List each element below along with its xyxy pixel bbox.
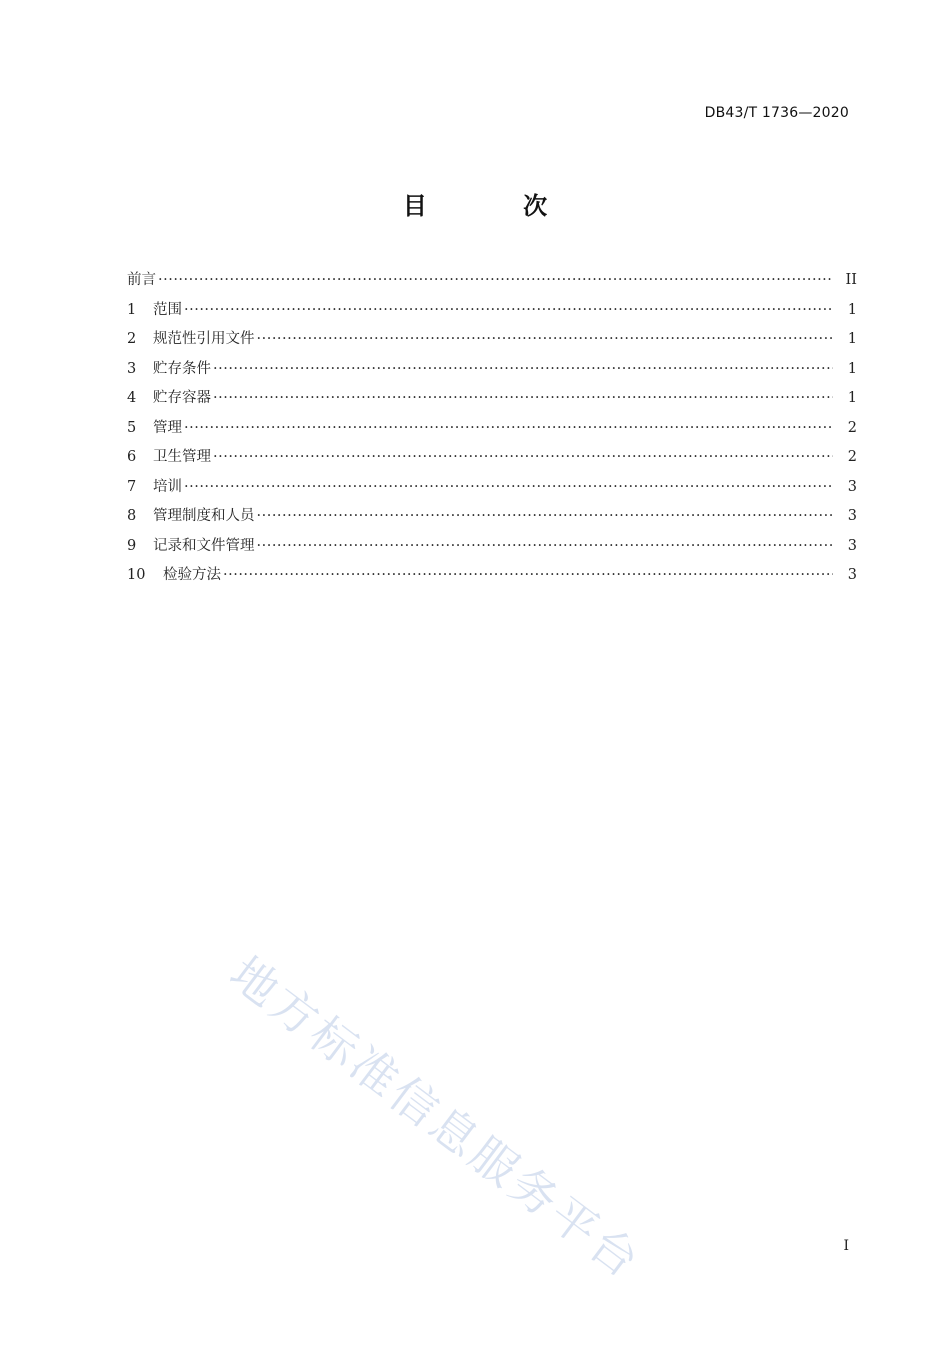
watermark: 地方标准信息服务平台 [219,945,652,1290]
toc-entry-page: II [845,272,857,288]
toc-dot-leader [257,331,834,347]
toc-entry-number: 6 [127,449,137,465]
toc-entry-page: 2 [847,449,857,465]
toc-entry-2[interactable] [127,327,857,357]
standard-code: DB43/T 1736—2020 [704,105,849,121]
toc-dot-leader [213,361,833,377]
toc-entry-label: 卫生管理 [153,449,211,465]
toc-entry-label: 管理制度和人员 [153,508,255,524]
toc-entry-label: 范围 [153,301,182,318]
toc-entry-number: 8 [127,508,137,524]
toc-entry-page: 3 [847,537,857,554]
toc-entry-label: 培训 [153,478,182,495]
toc-entry-page: 2 [847,419,857,436]
toc-entry-preface[interactable] [127,268,857,298]
toc-entry-7[interactable] [127,475,857,505]
toc-entry-6[interactable] [127,445,857,475]
toc-entry-number: 4 [127,390,137,406]
toc-entry-3[interactable] [127,357,857,387]
toc-entry-5[interactable] [127,416,857,446]
toc-dot-leader [184,302,833,318]
table-of-contents [127,268,857,593]
toc-entry-label: 检验方法 [163,567,221,583]
toc-entry-1[interactable] [127,298,857,328]
toc-entry-10[interactable] [127,563,857,593]
toc-entry-9[interactable] [127,534,857,564]
toc-entry-4[interactable] [127,386,857,416]
toc-dot-leader [257,508,834,524]
toc-entry-label: 前言 [127,272,156,288]
toc-entry-page: 1 [847,301,857,318]
toc-entry-number: 3 [127,360,137,377]
toc-entry-8[interactable] [127,504,857,534]
toc-dot-leader [184,479,833,495]
toc-entry-number: 2 [127,331,137,347]
toc-entry-label: 贮存容器 [153,390,211,406]
toc-entry-page: 3 [847,567,857,583]
toc-entry-number: 10 [127,567,146,583]
toc-entry-number: 5 [127,419,137,436]
toc-entry-page: 3 [847,478,857,495]
toc-entry-label: 管理 [153,419,182,436]
toc-entry-label: 规范性引用文件 [153,331,255,347]
toc-entry-page: 1 [847,390,857,406]
toc-entry-number: 1 [127,301,137,318]
toc-entry-label: 贮存条件 [153,360,211,377]
page-title: 目 次 [402,192,592,220]
toc-entry-label: 记录和文件管理 [153,537,255,554]
toc-dot-leader [213,390,833,406]
toc-entry-number: 9 [127,537,137,554]
toc-dot-leader [257,538,834,554]
toc-dot-leader [223,567,833,583]
toc-dot-leader [158,272,833,288]
toc-entry-number: 7 [127,478,137,495]
page-number: I [843,1238,849,1254]
toc-entry-page: 3 [847,508,857,524]
toc-dot-leader [184,420,833,436]
toc-entry-page: 1 [847,331,857,347]
toc-dot-leader [213,449,833,465]
toc-entry-page: 1 [847,360,857,377]
